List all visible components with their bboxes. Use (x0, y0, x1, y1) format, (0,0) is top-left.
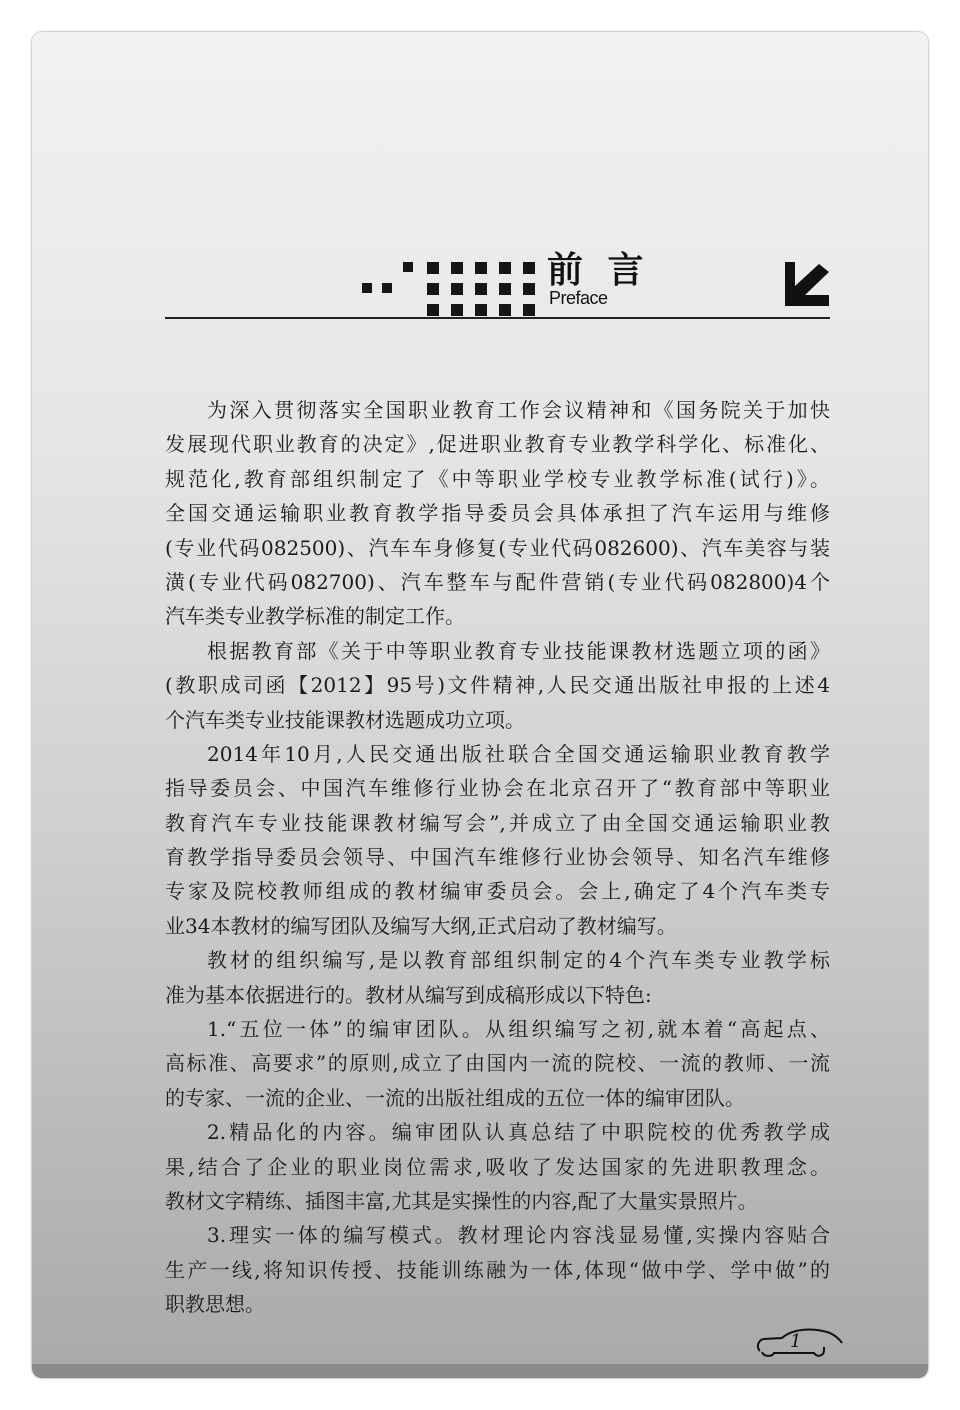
text-line: 教育汽车专业技能课教材编写会”,并成立了由全国交通运输职业教 (165, 810, 830, 835)
paragraph (165, 634, 830, 737)
page-edge (32, 1364, 928, 1378)
text-line: 指导委员会、中国汽车维修行业协会在北京召开了“教育部中等职业 (165, 776, 830, 801)
text-line: 高标准、高要求”的原则,成立了由国内一流的院校、一流的教师、一流 (165, 1051, 830, 1076)
preface-header (165, 240, 830, 320)
paragraph (165, 1012, 830, 1115)
text-line: 根据教育部《关于中等职业教育专业技能课教材选题立项的函》 (207, 638, 830, 663)
text-line: 3.理实一体的编写模式。教材理论内容浅显易懂,实操内容贴合 (207, 1223, 830, 1248)
paragraph (165, 943, 830, 1012)
arrow-down-left-icon (785, 262, 829, 306)
text-line: 的专家、一流的企业、一流的出版社组成的五位一体的编审团队。 (165, 1085, 745, 1110)
header-rule (165, 317, 830, 319)
text-line: 全国交通运输职业教育教学指导委员会具体承担了汽车运用与维修 (165, 501, 830, 526)
text-line: 专家及院校教师组成的教材编审委员会。会上,确定了4个汽车类专 (165, 879, 830, 904)
text-line: 教材的组织编写,是以教育部组织制定的4个汽车类专业教学标 (207, 948, 830, 973)
paragraph (165, 1218, 830, 1321)
text-line: 教材文字精练、插图丰富,尤其是实操性的内容,配了大量实景照片。 (165, 1188, 758, 1213)
text-line: 为深入贯彻落实全国职业教育工作会议精神和《国务院关于加快 (207, 398, 830, 422)
text-line: 发展现代职业教育的决定》,促进职业教育专业教学科学化、标准化、 (165, 432, 830, 457)
title-english: Preface (549, 288, 608, 308)
text-line: 职教思想。 (165, 1292, 265, 1317)
page-number-badge (752, 1325, 847, 1365)
text-line: (专业代码082500)、汽车车身修复(专业代码082600)、汽车美容与装 (165, 535, 830, 560)
text-line: 1.“五位一体”的编审团队。从组织编写之初,就本着“高起点、 (207, 1017, 830, 1042)
paragraph (165, 393, 830, 634)
paragraph (165, 1115, 830, 1218)
text-line: 规范化,教育部组织制定了《中等职业学校专业教学标准(试行)》。 (165, 466, 830, 491)
text-line: 准为基本依据进行的。教材从编写到成稿形成以下特色: (165, 982, 652, 1007)
text-line: 2014年10月,人民交通出版社联合全国交通运输职业教育教学 (207, 741, 830, 766)
preface-body (165, 393, 830, 1322)
text-line: 育教学指导委员会领导、中国汽车维修行业协会领导、知名汽车维修 (165, 845, 830, 870)
text-line: 生产一线,将知识传授、技能训练融为一体,体现“做中学、学中做”的 (165, 1257, 830, 1282)
page-number: 1 (790, 1331, 802, 1352)
text-line: (教职成司函【2012】95号)文件精神,人民交通出版社申报的上述4 (165, 673, 830, 698)
text-line: 2.精品化的内容。编审团队认真总结了中职院校的优秀教学成 (207, 1120, 830, 1145)
text-line: 业34本教材的编写团队及编写大纲,正式启动了教材编写。 (165, 913, 677, 938)
text-line: 果,结合了企业的职业岗位需求,吸收了发达国家的先进职教理念。 (165, 1154, 830, 1179)
text-line: 汽车类专业教学标准的制定工作。 (165, 604, 465, 629)
paragraph (165, 737, 830, 943)
title-chinese: 前 言 (547, 250, 650, 291)
text-line: 潢(专业代码082700)、汽车整车与配件营销(专业代码082800)4个 (165, 569, 830, 594)
text-line: 个汽车类专业技能课教材选题成功立项。 (165, 707, 525, 732)
